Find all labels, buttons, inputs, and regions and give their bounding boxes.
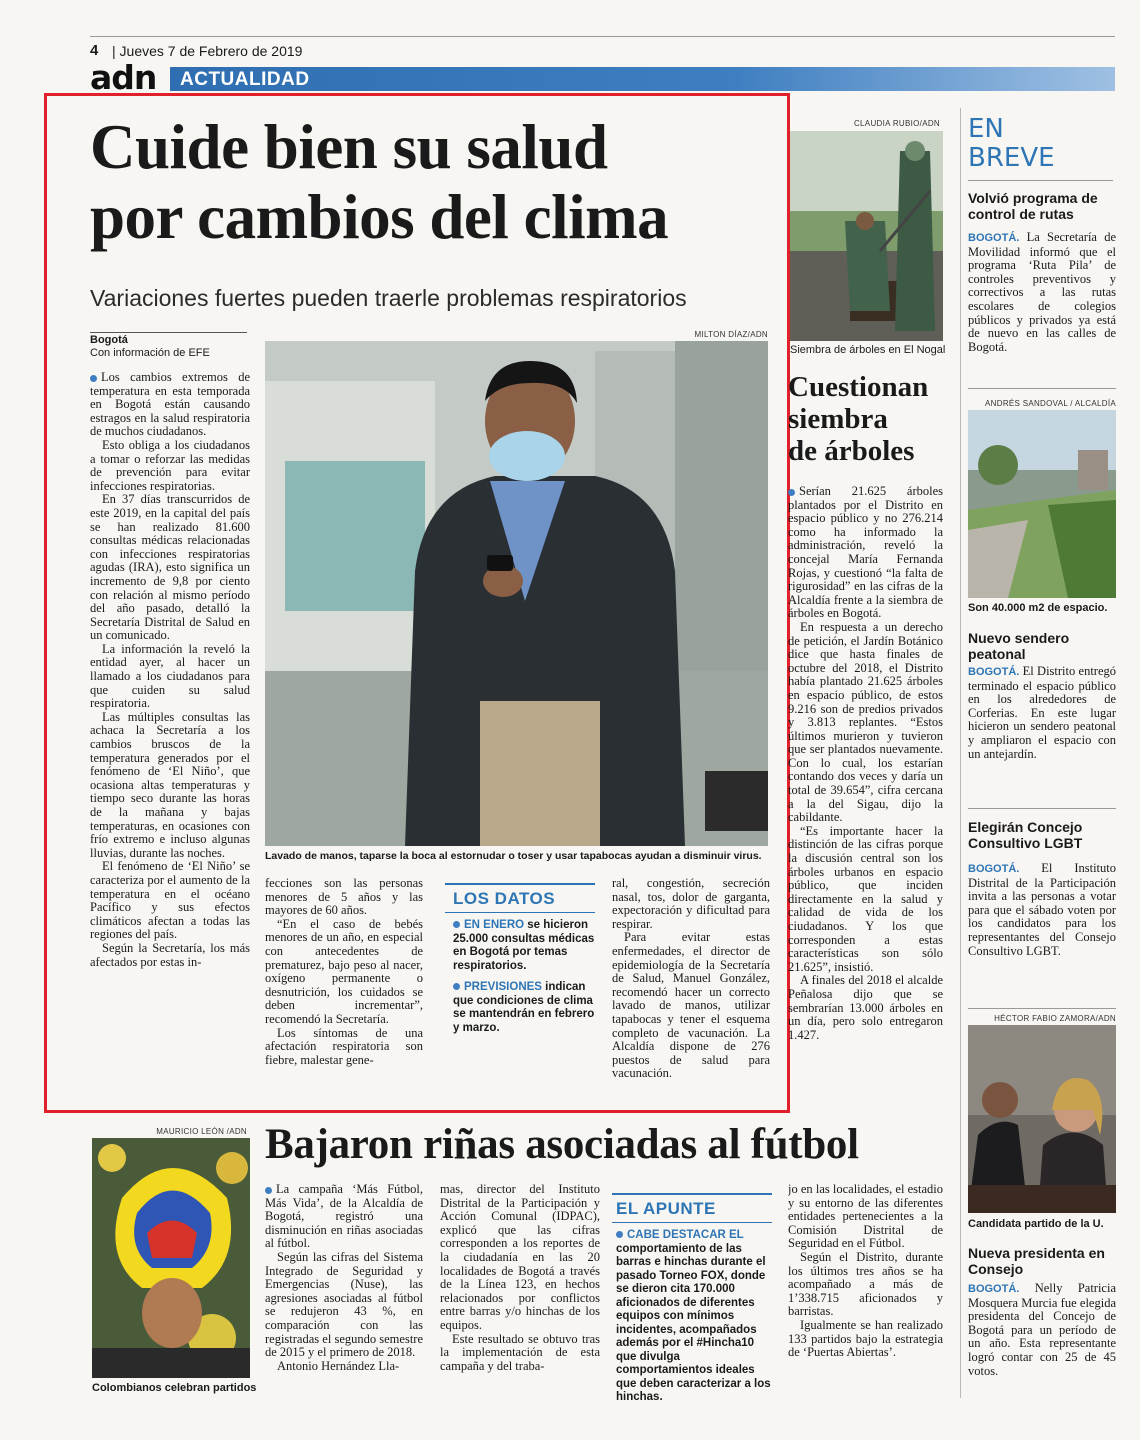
futbol-col1-p1: La campaña ‘Más Fútbol, Más Vida’, de la Alcaldía de Bogotá, registró una disminución en riñas asociadas al fútbol. — [265, 1183, 423, 1251]
section-band — [170, 67, 1115, 91]
presidenta-image — [968, 1025, 1116, 1213]
breve-item-2-text: BOGOTÁ. El Distrito entregó terminado el espacio público en los alrededores de Corferias. En este lugar hicieron un sendero peatonal y ampliaron el espacio con un antejardín. — [968, 664, 1116, 761]
main-col1-p4: La información la reveló la entidad ayer, al hacer un llamado a los ciudadanos para que cuiden su salud respiratoria. — [90, 641, 250, 711]
headline-line-1: Cuide bien su salud — [90, 112, 608, 182]
date-text: Jueves 7 de Febrero de 2019 — [119, 43, 303, 59]
datos-item-1: EN ENERO se hicieron 25.000 consultas médicas en Bogotá por temas respiratorios. — [453, 919, 595, 972]
main-col2-p3: Los síntomas de una afectación respiratoria son fiebre, malestar gene- — [265, 1025, 423, 1067]
breve-title-line-1: EN — [968, 114, 1004, 144]
main-col-1 — [90, 371, 250, 1096]
arboles-photo-caption: Siembra de árboles en El Nogal — [790, 344, 946, 356]
main-col3-p2: Para evitar estas enfermedades, el director de epidemiología de la Secretaría de Salud, Manuel González, recomendó hacer un correcto lavado de manos, utilizar tapabocas y tener el esquema completo de vacunación. La Alcaldía dispone de 276 puestos de salud para vacunación. — [612, 930, 770, 1081]
breve-item-2-photo-credit: ANDRÉS SANDOVAL / ALCALDÍA — [985, 399, 1116, 408]
arboles-headline-line-3: de árboles — [788, 435, 915, 467]
breve-rule-4 — [968, 1008, 1116, 1009]
adn-logo: adn — [90, 58, 157, 97]
apunte-text: CABE DESTACAR EL comportamiento de las barras e hinchas durante el pasado Torneo FOX, donde se dieron cita 170.000 aficionados de diferentes equipos con mínimos incidentes, acompañados además por el #Hincha10 que divulga comportamientos ideales que deben caracterizar a los hinchas. — [616, 1229, 771, 1403]
main-col1-p5: Las múltiples consultas las achaca la Secretaría a los cambios bruscos de la temperatura generados por el fenómeno de ‘El Niño’, que ocasiona altas temperaturas y tiempo seco durante las horas de la mañana y bajas temperaturas, en ocasiones con frío extremo e incluso algunas lluvias, durante las noches. — [90, 709, 250, 860]
futbol-col-3 — [788, 1183, 943, 1398]
breve-rule — [968, 180, 1113, 181]
breve-divider — [960, 108, 961, 1398]
byline-rule — [90, 332, 247, 333]
bullet-icon — [90, 375, 97, 382]
breve-item-2-photo — [968, 410, 1116, 598]
byline-location: Bogotá — [90, 334, 128, 346]
page-date: | Jueves 7 de Febrero de 2019 — [112, 43, 303, 59]
breve-item-4-text: BOGOTÁ. Nelly Patricia Mosquera Murcia fue elegida presidenta del Concejo de Bogotá para un período de un año. Esta representante logró contar con 25 de 45 votos. — [968, 1281, 1117, 1378]
sendero-image — [968, 410, 1116, 598]
page-number: 4 — [90, 42, 99, 59]
main-photo-credit: MILTON DÍAZ/ADN — [694, 330, 768, 339]
arboles-p2: En respuesta a un derecho de petición, el Jardín Botánico dice que hasta finales de octubre del 2018, el Distrito había plantado 21.625 árboles en espacio público, de estos 9.216 son de predios privados y 3.813 replantes. “Estos últimos murieron y tuvieron que ser plantados nuevamente. Con lo cual, los estarían contando dos veces y daría un total de 39.654”, cifra cercana a la del Sigau, dijo la cabildante. — [788, 619, 943, 825]
datos-box — [445, 883, 595, 1043]
futbol-col1-p2: Según las cifras del Sistema Integrado de Seguridad y Emergencias (Nuse), las agresiones asociadas al fútbol se redujeron 43 %, en comparación con las registradas el segundo semestre de 2015 y el primero de 2018. — [265, 1249, 423, 1360]
futbol-col-1 — [265, 1183, 423, 1398]
section-bar — [90, 58, 1115, 97]
bullet-icon — [265, 1187, 272, 1194]
breve-rule-3 — [968, 808, 1116, 809]
bullet-icon — [616, 1231, 623, 1238]
main-col2-p2: “En el caso de bebés menores de un año, en especial con antecedentes de prematurez, bajo peso al nacer, oxígeno permanente o desnutrición, los cuidados se deben incrementar”, recomendó la Secretaría. — [265, 916, 423, 1026]
bullet-icon — [453, 983, 460, 990]
arboles-p4: A finales del 2018 el alcalde Peñalosa dijo que se sembrarían 13.000 árboles en un día, pero solo entregaron 1.427. — [788, 973, 943, 1042]
byline-source: Con información de EFE — [90, 347, 210, 359]
futbol-col3-p3: Igualmente se han realizado 133 partidos bajo la estrategia de ‘Puertas Abiertas’. — [788, 1317, 943, 1360]
bullet-icon — [453, 921, 460, 928]
futbol-col2-p1: mas, director del Instituto Distrital de la Participación y Acción Comunal (IDPAC), explicó que las cifras corresponden a los reportes de la ciudadanía en las 20 localidades de Bogotá a través de la Línea 123, en hechos relacionados por conflictos entre barras y/o hinchas de los equipos. — [440, 1183, 600, 1332]
main-photo-caption: Lavado de manos, taparse la boca al estornudar o toser y usar tapabocas ayudan a disminuir virus. — [265, 850, 762, 862]
futbol-headline: Bajaron riñas asociadas al fútbol — [265, 1121, 859, 1168]
breve-rule-2 — [968, 388, 1116, 389]
arboles-headline-line-1: Cuestionan — [788, 371, 929, 403]
arboles-photo — [790, 131, 943, 341]
arboles-p3: “Es importante hacer la distinción de las cifras porque la discusión central son los árboles urbanos en espacio público, que inciden directamente en la salud y calidad de vida de los ciudadanos. Y los que corresponden a estas características son sólo 21.625”, insistió. — [788, 823, 943, 974]
datos-title: LOS DATOS — [445, 883, 595, 913]
arboles-headline — [788, 371, 928, 467]
breve-item-4-caption: Candidata partido de la U. — [968, 1218, 1104, 1230]
apunte-title: EL APUNTE — [612, 1193, 772, 1223]
main-headline — [90, 112, 668, 252]
main-col-3 — [612, 877, 770, 1097]
futbol-col2-p2: Este resultado se obtuvo tras la implementación de esta campaña y del traba- — [440, 1331, 600, 1373]
breve-title — [968, 115, 1055, 173]
breve-item-2-caption: Son 40.000 m2 de espacio. — [968, 602, 1108, 614]
tree-planting-image — [790, 131, 943, 341]
main-col1-p7: Según la Secretaría, los más afectados por estas in- — [90, 940, 250, 969]
section-label: ACTUALIDAD — [180, 69, 310, 90]
main-col1-p1: Los cambios extremos de temperatura en esta temporada en Bogotá están causando estragos en la salud respiratoria de muchos ciudadanos. — [90, 371, 250, 439]
futbol-photo — [92, 1138, 250, 1378]
main-col2-p1: fecciones son las personas menores de 5 años y las mayores de 60 años. — [265, 877, 423, 918]
headline-line-2: por cambios del clima — [90, 182, 669, 252]
arboles-p1: Serían 21.625 árboles plantados por el Distrito en espacio público y no 276.214 como ha informado la administración, reveló la concejal María Fernanda Rojas, y cuestionó “la falta de rigurosidad” en las cifras de la Alcaldía frente a la siembra de árboles en Bogotá. — [788, 485, 943, 621]
main-col-2 — [265, 877, 423, 1097]
futbol-col-2 — [440, 1183, 600, 1398]
breve-item-4-photo-credit: HÉCTOR FABIO ZAMORA/ADN — [994, 1014, 1116, 1023]
header-rule — [90, 36, 1115, 37]
breve-item-4-title: Nueva presidenta en Consejo — [968, 1245, 1105, 1277]
breve-title-line-2: BREVE — [968, 143, 1055, 173]
main-subheadline: Variaciones fuertes pueden traerle problemas respiratorios — [90, 285, 687, 311]
arboles-body — [788, 485, 943, 1100]
main-col3-p1: ral, congestión, secreción nasal, tos, dolor de garganta, expectoración y dificultad para respirar. — [612, 877, 770, 931]
main-col1-p3: En 37 días transcurridos de este 2019, en la capital del país se han realizado 81.600 consultas médicas relacionadas con infecciones respiratorias agudas (IRA), esto significa un incremento de 9,8 por ciento con relación al mismo período del año pasado, detalló la Secretaría Distrital de Salud en un comunicado. — [90, 492, 250, 643]
futbol-photo-caption: Colombianos celebran partidos — [92, 1382, 257, 1394]
main-col1-p6: El fenómeno de ‘El Niño’ se caracteriza por el aumento de la temperatura en el océano Pacífico y sus efectos climáticos afectan a todas las regiones del país. — [90, 859, 250, 942]
fans-image — [92, 1138, 250, 1378]
apunte-box — [612, 1193, 772, 1403]
futbol-col1-p3: Antonio Hernández Lla- — [277, 1358, 400, 1373]
futbol-col3-p2: Según el Distrito, durante los últimos tres años se ha acompañado a más de 1’338.715 aficionados y barristas. — [788, 1249, 943, 1319]
breve-item-3-title: Elegirán Concejo Consultivo LGBT — [968, 819, 1083, 851]
bullet-icon — [788, 489, 795, 496]
breve-item-1-title: Volvió programa de control de rutas — [968, 190, 1098, 222]
breve-item-3-text: BOGOTÁ. El Instituto Distrital de la Participación invita a las personas a votar para que el sábado voten por los candidatos para los representantes del Consejo Consultivo LGBT. — [968, 861, 1116, 958]
main-photo — [265, 341, 768, 846]
arboles-headline-line-2: siembra — [788, 403, 888, 435]
datos-item-2: PREVISIONES indican que condiciones de clima se mantendrán en febrero y marzo. — [453, 981, 595, 1034]
futbol-photo-credit: MAURICIO LEÓN /ADN — [156, 1127, 247, 1136]
breve-item-2-title: Nuevo sendero peatonal — [968, 630, 1070, 662]
man-with-mask-image — [265, 341, 768, 846]
breve-item-4-photo — [968, 1025, 1116, 1213]
main-col1-p2: Esto obliga a los ciudadanos a tomar o reforzar las medidas de prevención para evitar infecciones respiratorias. — [90, 437, 250, 493]
futbol-col3-p1: jo en las localidades, el estadio y su entorno de las diferentes entidades pertenecientes a la Comisión Distrital de Seguridad en el Fútbol. — [788, 1183, 943, 1251]
breve-item-1-text: BOGOTÁ. La Secretaría de Movilidad informó que el programa ‘Ruta Pila’ de controles preventivos y correctivos a las rutas escolares de colegios públicos y privados ya está de nuevo en las calles de Bogotá. — [968, 230, 1116, 354]
arboles-photo-credit: CLAUDIA RUBIO/ADN — [853, 119, 940, 128]
